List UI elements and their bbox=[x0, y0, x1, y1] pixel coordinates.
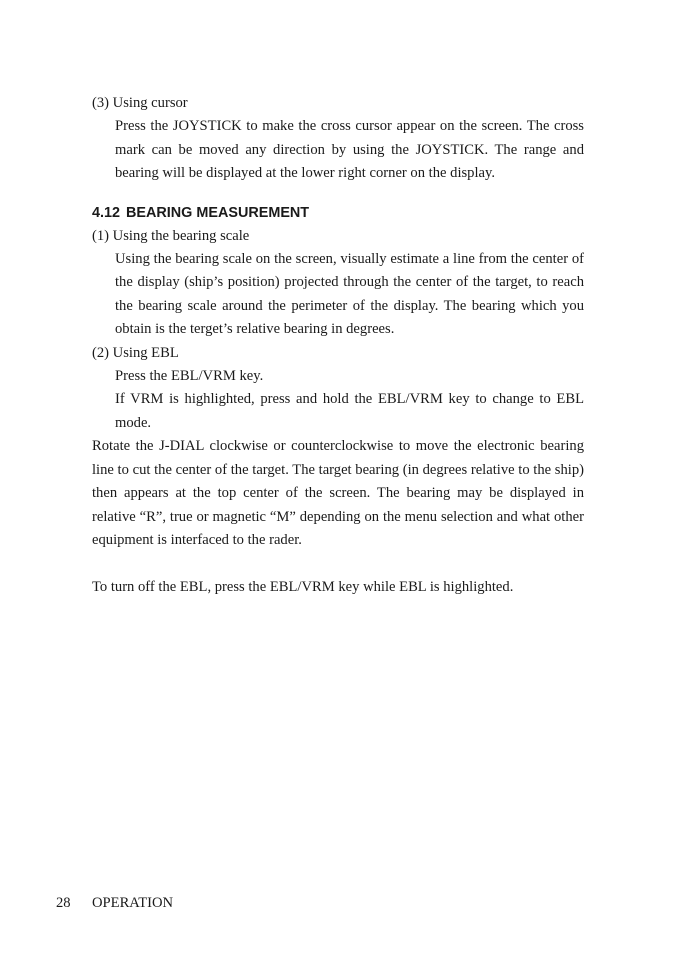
section-number: 4.12 bbox=[92, 204, 121, 221]
page-content bbox=[92, 92, 584, 599]
rotate-paragraph: Rotate the J-DIAL clockwise or counterclockwise to move the electronic bearing line to cut the center of the target. The target bearing (in degrees relative to the ship) then appears at the top center of the screen. The bearing may be displayed in relative “R”, true or magnetic “M” depending on the menu selection and what other equipment is interfaced to the rader. bbox=[92, 438, 584, 548]
cursor-heading: (3) Using cursor bbox=[92, 95, 188, 111]
bearing-scale-heading: (1) Using the bearing scale bbox=[92, 227, 250, 244]
footer-chapter: OPERATION bbox=[92, 895, 174, 911]
ebl-step-2: If VRM is highlighted, press and hold the EBL/VRM key to change to EBL mode. bbox=[115, 391, 584, 431]
ebl-heading: (2) Using EBL bbox=[92, 344, 179, 361]
section-title bbox=[92, 201, 584, 225]
cursor-body: Press the JOYSTICK to make the cross cursor appear on the screen. The cross mark can be moved any direction by using the JOYSTICK. The range and bearing will be displayed at the lower right corner on the display. bbox=[115, 118, 584, 182]
section-title-text: BEARING MEASUREMENT bbox=[126, 204, 310, 221]
page-number: 28 bbox=[56, 895, 71, 911]
ebl-step-1: Press the EBL/VRM key. bbox=[115, 368, 264, 385]
paragraph-spacer bbox=[92, 552, 584, 575]
bearing-scale-body: Using the bearing scale on the screen, visually estimate a line from the center of the display (ship’s position) projected through the center of the target, to reach the bearing scale around the perimeter of the display. The bearing which you obtain is the terget’s relative bearing in degrees. bbox=[115, 251, 584, 338]
turn-off-paragraph: To turn off the EBL, press the EBL/VRM key while EBL is highlighted. bbox=[92, 578, 514, 595]
page-footer bbox=[56, 893, 173, 913]
